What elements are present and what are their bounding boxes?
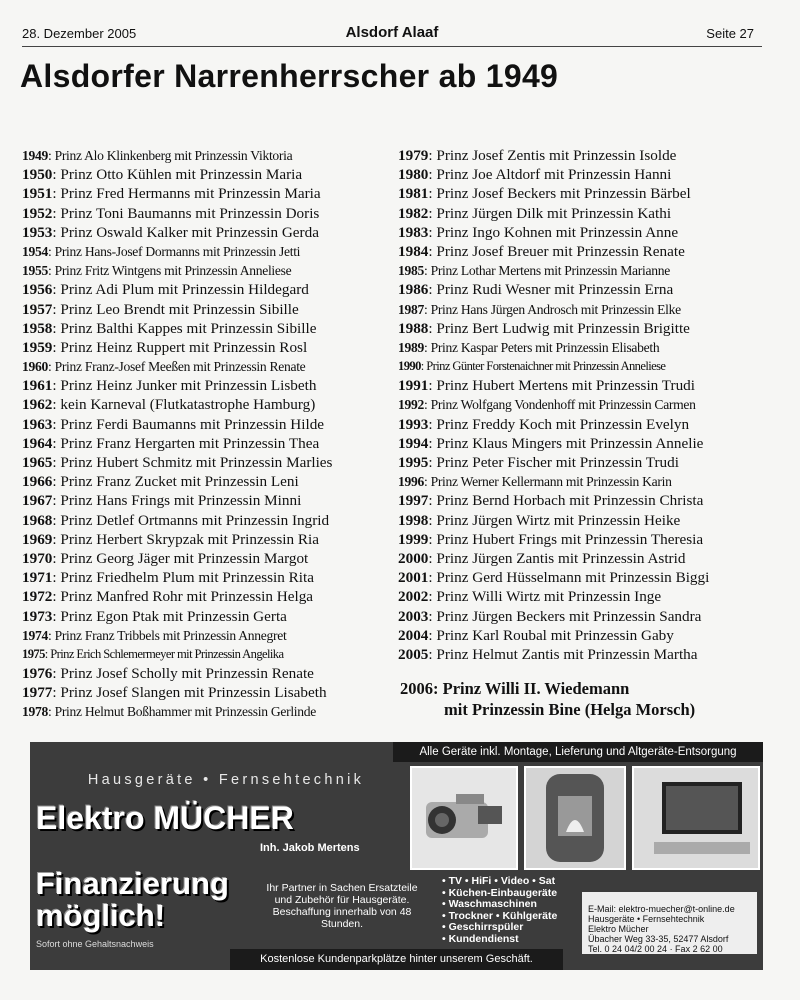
ad-services-list	[442, 876, 557, 945]
entry-year: 2004	[398, 626, 429, 644]
entry-text: : Prinz Ingo Kohnen mit Prinzessin Anne	[428, 223, 679, 241]
list-item	[22, 683, 397, 702]
list-item	[398, 549, 778, 568]
entry-text: : Prinz Hubert Schmitz mit Prinzessin Marlies	[52, 454, 333, 471]
list-item	[22, 395, 397, 414]
ad-finance-line-2: möglich!	[36, 898, 166, 933]
entry-text: : Prinz Jürgen Dilk mit Prinzessin Kathi	[428, 204, 672, 222]
list-item	[398, 280, 778, 299]
fireplace-photo	[524, 766, 626, 870]
entry-year: 1978	[22, 704, 48, 720]
entry-year: 1969	[22, 530, 53, 548]
ad-contact-line: Tel. 0 24 04/2 00 24 · Fax 2 62 00	[588, 944, 723, 954]
entry-year: 1970	[22, 549, 53, 567]
list-item	[398, 242, 778, 261]
ad-service-item: • TV • HiFi • Video • Sat	[442, 876, 557, 888]
ad-brand: Elektro MÜCHER	[36, 800, 294, 836]
entry-year: 2002	[398, 588, 429, 606]
entry-year: 1994	[398, 434, 429, 452]
entry-text: : Prinz Georg Jäger mit Prinzessin Margot	[52, 549, 309, 567]
ad-finance-line-1: Finanzierung	[36, 866, 229, 901]
entry-year: 1992	[398, 397, 424, 413]
entry-text: : Prinz Franz Tribbels mit Prinzessin Annegret	[48, 627, 287, 643]
ad-top-bar: Alle Geräte inkl. Montage, Lieferung und Altgeräte-Entsorgung	[393, 742, 763, 762]
entry-text: : Prinz Rudi Wesner mit Prinzessin Erna	[428, 281, 674, 299]
ad-owner: Inh. Jakob Mertens	[260, 842, 360, 854]
list-item	[22, 146, 397, 165]
header-publication: Alsdorf Alaaf	[345, 24, 439, 41]
entry-year: 1998	[398, 511, 429, 529]
entry-year: 1968	[22, 511, 53, 529]
entry-text: : Prinz Lothar Mertens mit Prinzessin Marianne	[424, 263, 670, 279]
entry-text: : Prinz Alo Klinkenberg mit Prinzessin Viktoria	[48, 148, 293, 163]
list-item	[398, 434, 778, 453]
entry-text: : Prinz Bernd Horbach mit Prinzessin Christa	[428, 492, 704, 510]
entry-year: 1953	[22, 223, 53, 241]
entry-text: : Prinz Detlef Ortmanns mit Prinzessin Ingrid	[52, 511, 330, 529]
entry-year: 1965	[22, 454, 53, 471]
list-item	[22, 242, 397, 261]
entry-year: 1950	[22, 166, 53, 184]
entry-year: 1977	[22, 684, 53, 702]
list-item	[22, 415, 397, 434]
list-item	[22, 280, 397, 299]
entry-text: : Prinz Josef Zentis mit Prinzessin Isolde	[428, 147, 677, 164]
ad-partner-text: Ihr Partner in Sachen Ersatzteile und Zubehör für Hausgeräte. Beschaffung innerhalb von 48 Stunden.	[266, 882, 418, 930]
entry-year: 1972	[22, 588, 53, 606]
ad-service-item: • Geschirrspüler	[442, 922, 557, 934]
entry-year: 1991	[398, 377, 429, 395]
entry-text: : Prinz Hans-Josef Dormanns mit Prinzessin Jetti	[48, 243, 301, 259]
entry-text: : Prinz Heinz Junker mit Prinzessin Lisbeth	[52, 377, 317, 395]
entry-text: : Prinz Josef Slangen mit Prinzessin Lisabeth	[52, 684, 327, 702]
entry-text: : Prinz Friedhelm Plum mit Prinzessin Rita	[52, 569, 314, 587]
entry-text: : Prinz Fritz Wintgens mit Prinzessin Anneliese	[48, 263, 292, 279]
ad-service-item: • Trockner • Kühlgeräte	[442, 911, 557, 923]
highlight-2006	[400, 678, 695, 720]
list-item	[22, 549, 397, 568]
entry-year: 1954	[22, 243, 48, 259]
entry-text: : Prinz Egon Ptak mit Prinzessin Gerta	[52, 607, 287, 625]
list-item	[398, 530, 778, 549]
entry-text: : Prinz Oswald Kalker mit Prinzessin Gerda	[52, 223, 319, 241]
ad-contact-box	[582, 892, 757, 954]
entry-year: 1949	[22, 148, 48, 163]
page-title: Alsdorfer Narrenherrscher ab 1949	[20, 58, 559, 94]
entry-year: 1975	[22, 646, 45, 661]
entry-year: 1987	[398, 301, 424, 317]
list-item	[22, 587, 397, 606]
entry-text: : Prinz Willi Wirtz mit Prinzessin Inge	[428, 588, 662, 606]
entry-year: 2001	[398, 569, 429, 587]
entry-text: : Prinz Gerd Hüsselmann mit Prinzessin Biggi	[428, 569, 710, 587]
list-item	[22, 319, 397, 338]
entry-text: : Prinz Josef Scholly mit Prinzessin Renate	[52, 665, 314, 683]
list-item	[398, 319, 778, 338]
list-item	[398, 607, 778, 626]
list-item	[398, 300, 778, 319]
entry-text: : Prinz Otto Kühlen mit Prinzessin Maria	[52, 166, 303, 184]
entry-text: : Prinz Peter Fischer mit Prinzessin Trudi	[428, 454, 679, 471]
list-item	[398, 453, 778, 472]
list-item	[398, 338, 778, 357]
entry-year: 1989	[398, 339, 424, 355]
entry-text: : Prinz Manfred Rohr mit Prinzessin Helga	[52, 588, 314, 606]
entry-text: : Prinz Jürgen Beckers mit Prinzessin Sandra	[428, 607, 702, 625]
entry-year: 1959	[22, 338, 53, 356]
list-item	[22, 491, 397, 510]
entry-text: : kein Karneval (Flutkatastrophe Hamburg)	[52, 396, 316, 414]
entry-year: 1961	[22, 377, 53, 395]
entry-year: 1979	[398, 147, 429, 164]
entry-year: 1982	[398, 204, 429, 222]
entry-text: : Prinz Karl Roubal mit Prinzessin Gaby	[428, 626, 674, 644]
entry-text: : Prinz Heinz Ruppert mit Prinzessin Rosl	[52, 338, 308, 356]
advertisement	[30, 742, 763, 970]
list-item	[398, 645, 778, 664]
entry-text: : Prinz Franz Hergarten mit Prinzessin Thea	[52, 434, 320, 452]
entry-year: 1999	[398, 530, 429, 548]
entry-text: : Prinz Jürgen Wirtz mit Prinzessin Heike	[428, 511, 681, 529]
ad-service-item: • Küchen-Einbaugeräte	[442, 888, 557, 900]
list-item	[398, 376, 778, 395]
entry-year: 1964	[22, 434, 53, 452]
ad-contact-line: Hausgeräte • Fernsehtechnik	[588, 914, 705, 924]
list-item	[398, 165, 778, 184]
list-item	[398, 223, 778, 242]
list-item	[398, 415, 778, 434]
entry-year: 1971	[22, 569, 53, 587]
ad-contact-line: E-Mail: elektro-muecher@t-online.de	[588, 904, 735, 914]
ad-finance-note: Sofort ohne Gehaltsnachweis	[36, 939, 154, 949]
list-item	[398, 472, 778, 491]
ad-contact-line: Übacher Weg 33-35, 52477 Alsdorf	[588, 934, 729, 944]
list-item	[22, 338, 397, 357]
entry-text: : Prinz Erich Schlemermeyer mit Prinzessin Angelika	[44, 646, 284, 661]
entry-text: : Prinz Freddy Koch mit Prinzessin Evelyn	[428, 415, 690, 433]
list-item	[22, 223, 397, 242]
entry-year: 1985	[398, 263, 424, 279]
list-item	[22, 511, 397, 530]
camera-photo	[410, 766, 518, 870]
entry-year: 1973	[22, 607, 53, 625]
entry-text: : Prinz Günter Forstenaichner mit Prinzessin Anneliese	[420, 359, 666, 374]
entry-text: : Prinz Kaspar Peters mit Prinzessin Elisabeth	[424, 339, 660, 355]
entry-year: 1983	[398, 223, 429, 241]
entry-text: : Prinz Herbert Skrypzak mit Prinzessin Ria	[52, 530, 319, 548]
entry-year: 1988	[398, 319, 429, 337]
entry-year: 1981	[398, 185, 429, 203]
entry-year: 1960	[22, 359, 48, 375]
entry-text: : Prinz Josef Breuer mit Prinzessin Renate	[428, 242, 685, 260]
entry-text: : Prinz Josef Beckers mit Prinzessin Bärbel	[428, 185, 691, 203]
list-item	[398, 261, 778, 280]
entry-year: 1956	[22, 281, 53, 299]
list-item	[22, 376, 397, 395]
entry-year: 1967	[22, 492, 53, 510]
entry-text: : Prinz Werner Kellermann mit Prinzessin Karin	[424, 474, 672, 490]
list-item	[398, 204, 778, 223]
entry-text: : Prinz Wolfgang Vondenhoff mit Prinzessin Carmen	[424, 397, 696, 413]
entry-text: : Prinz Adi Plum mit Prinzessin Hildegard	[52, 281, 309, 299]
list-item	[398, 146, 778, 165]
header-date: 28. Dezember 2005	[22, 26, 137, 41]
list-item	[398, 395, 778, 414]
highlight-line-2: mit Prinzessin Bine (Helga Morsch)	[444, 700, 696, 719]
entry-text: : Prinz Hubert Frings mit Prinzessin Theresia	[428, 530, 704, 548]
list-item	[22, 702, 397, 721]
highlight-line-1: 2006: Prinz Willi II. Wiedemann	[400, 679, 630, 698]
entry-year: 1955	[22, 263, 48, 279]
list-item	[22, 453, 397, 472]
entry-text: : Prinz Fred Hermanns mit Prinzessin Maria	[52, 185, 321, 203]
entry-year: 1951	[22, 185, 53, 203]
list-item	[22, 300, 397, 319]
list-item	[22, 530, 397, 549]
entry-text: : Prinz Toni Baumanns mit Prinzessin Doris	[52, 204, 320, 222]
entry-text: : Prinz Ferdi Baumanns mit Prinzessin Hilde	[52, 415, 325, 433]
entry-year: 1990	[398, 359, 421, 374]
entry-text: : Prinz Bert Ludwig mit Prinzessin Brigitte	[428, 319, 690, 337]
ad-finance-headline	[36, 868, 229, 932]
right-column-list	[398, 146, 778, 664]
entry-text: : Prinz Franz Zucket mit Prinzessin Leni	[52, 473, 299, 491]
list-item	[398, 491, 778, 510]
entry-year: 1966	[22, 473, 53, 491]
entry-year: 1995	[398, 454, 429, 471]
entry-text: : Prinz Helmut Zantis mit Prinzessin Martha	[428, 645, 698, 663]
list-item	[398, 184, 778, 203]
entry-text: : Prinz Joe Altdorf mit Prinzessin Hanni	[428, 166, 672, 184]
entry-text: : Prinz Helmut Boßhammer mit Prinzessin Gerlinde	[48, 704, 317, 720]
ad-service-item: • Kundendienst	[442, 934, 557, 946]
entry-text: : Prinz Hans Frings mit Prinzessin Minni	[52, 492, 302, 510]
list-item	[22, 434, 397, 453]
entry-text: : Prinz Hans Jürgen Androsch mit Prinzessin Elke	[424, 301, 681, 317]
entry-year: 2000	[398, 549, 429, 567]
list-item	[22, 645, 397, 664]
ad-bottom-bar: Kostenlose Kundenparkplätze hinter unserem Geschäft.	[230, 949, 563, 970]
entry-year: 1974	[22, 627, 48, 643]
tv-photo	[632, 766, 760, 870]
entry-text: : Prinz Jürgen Zantis mit Prinzessin Astrid	[428, 549, 686, 567]
entry-text: : Prinz Franz-Josef Meeßen mit Prinzessin Renate	[48, 359, 306, 375]
entry-text: : Prinz Leo Brendt mit Prinzessin Sibille	[52, 300, 299, 318]
list-item	[22, 261, 397, 280]
entry-year: 1997	[398, 492, 429, 510]
list-item	[398, 626, 778, 645]
list-item	[398, 357, 778, 376]
entry-text: : Prinz Balthi Kappes mit Prinzessin Sibille	[52, 319, 317, 337]
left-column-list	[22, 146, 397, 722]
entry-year: 1963	[22, 415, 53, 433]
list-item	[398, 587, 778, 606]
entry-year: 1962	[22, 396, 53, 414]
entry-year: 1957	[22, 300, 53, 318]
entry-year: 1996	[398, 474, 424, 490]
list-item	[22, 626, 397, 645]
list-item	[22, 472, 397, 491]
entry-text: : Prinz Hubert Mertens mit Prinzessin Trudi	[428, 377, 695, 395]
list-item	[22, 607, 397, 626]
ad-contact-line: Elektro Mücher	[588, 924, 649, 934]
entry-year: 1952	[22, 204, 53, 222]
entry-year: 2005	[398, 645, 429, 663]
ad-category: Hausgeräte • Fernsehtechnik	[87, 772, 365, 788]
list-item	[22, 184, 397, 203]
ad-service-item: • Waschmaschinen	[442, 899, 557, 911]
entry-year: 1986	[398, 281, 429, 299]
list-item	[22, 165, 397, 184]
entry-year: 2003	[398, 607, 429, 625]
entry-year: 1980	[398, 166, 429, 184]
entry-year: 1993	[398, 415, 429, 433]
list-item	[398, 511, 778, 530]
entry-text: : Prinz Klaus Mingers mit Prinzessin Annelie	[428, 434, 704, 452]
entry-year: 1984	[398, 242, 429, 260]
entry-year: 1976	[22, 665, 53, 683]
list-item	[22, 204, 397, 223]
page-header	[22, 26, 762, 47]
list-item	[22, 357, 397, 376]
list-item	[22, 568, 397, 587]
list-item	[22, 664, 397, 683]
header-page-number: Seite 27	[706, 26, 754, 41]
entry-year: 1958	[22, 319, 53, 337]
list-item	[398, 568, 778, 587]
